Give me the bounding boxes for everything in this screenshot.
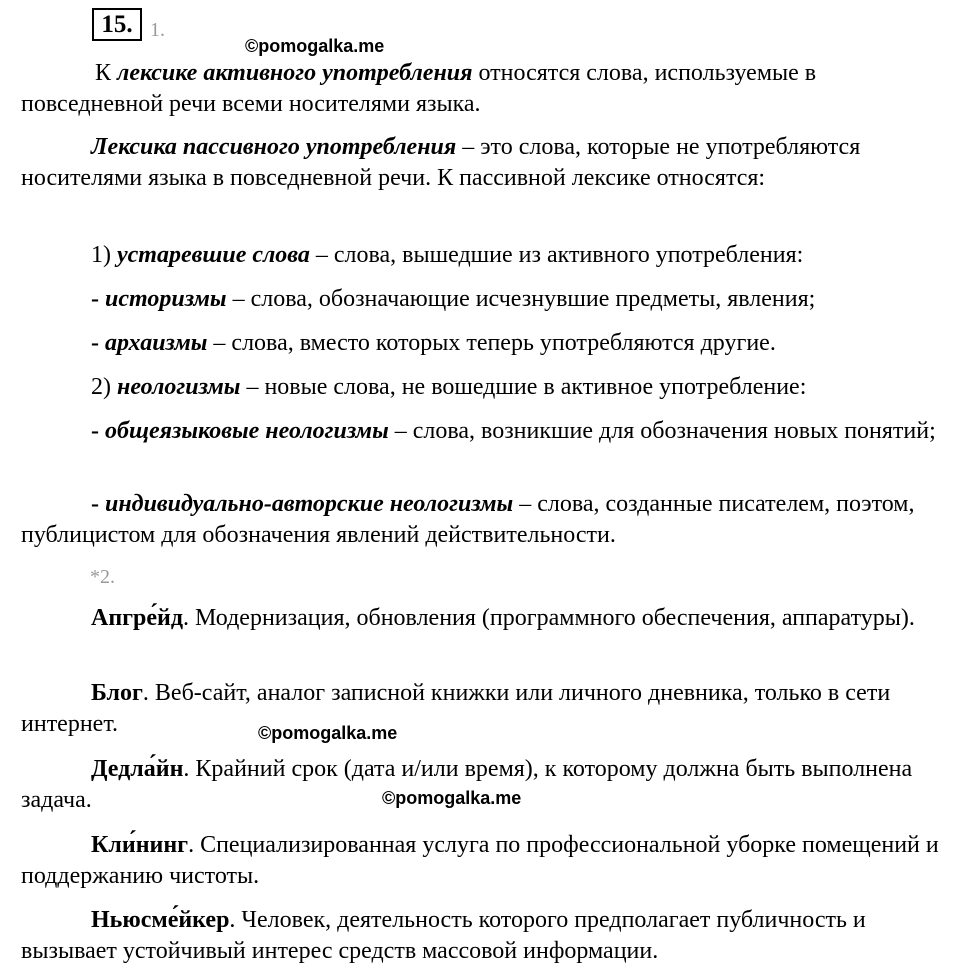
dictionary-entry: Блог. Веб-сайт, аналог записной книжки или личного дневника, только в сети интернет. xyxy=(21,680,891,737)
watermark: ©pomogalka.me xyxy=(258,723,398,743)
entry-word: Блог xyxy=(91,680,143,706)
term-neologisms: неологизмы xyxy=(117,374,241,400)
list-item-archaisms: - архаизмы – слова, вместо которых теперь употребляются другие. xyxy=(91,330,776,356)
entry-word: Апгре́йд xyxy=(91,605,184,631)
term-common-neologisms: общеязыковые неологизмы xyxy=(105,418,389,444)
dictionary-entry: Ньюсме́йкер. Человек, деятельность которого предполагает публичность и вызывает устойчивый интерес средств массовой информации. xyxy=(21,907,866,964)
watermark: ©pomogalka.me xyxy=(245,36,385,56)
term-active-lexicon: лексике активного употребления xyxy=(117,60,473,86)
list-item-historisms: - историзмы – слова, обозначающие исчезнувшие предметы, явления; xyxy=(91,286,816,312)
term-obsolete-words: устаревшие слова xyxy=(117,242,310,268)
dictionary-entry: Кли́нинг. Специализированная услуга по профессиональной уборке помещений и поддержанию чистоты. xyxy=(21,832,939,889)
term-author-neologisms: индивидуально-авторские неологизмы xyxy=(105,491,514,517)
exercise-number-box: 15. xyxy=(92,8,142,41)
task-1-marker: 1. xyxy=(150,19,165,41)
paragraph-passive-lexicon: Лексика пассивного употребления – это слова, которые не употребляются носителями языка в повседневной речи. К пассивной лексике относятся: xyxy=(21,134,861,191)
entry-word: Кли́нинг xyxy=(91,832,189,858)
list-item-obsolete-words: 1) устаревшие слова – слова, вышедшие из активного употребления: xyxy=(91,242,804,268)
term-archaisms: архаизмы xyxy=(105,330,208,356)
watermark: ©pomogalka.me xyxy=(382,788,522,808)
task-2-marker: *2. xyxy=(90,566,115,588)
term-historisms: историзмы xyxy=(105,286,227,312)
dictionary-entry: Дедла́йн. Крайний срок (дата и/или время), к которому должна быть выполнена задача. xyxy=(21,756,913,813)
term-passive-lexicon: Лексика пассивного употребления xyxy=(91,134,457,160)
entry-word: Ньюсме́йкер xyxy=(91,907,230,933)
dictionary-entry: Апгре́йд. Модернизация, обновления (программного обеспечения, аппаратуры). xyxy=(91,605,915,631)
paragraph-active-lexicon: К лексике активного употребления относятся слова, используемые в повседневной речи всеми носителями языка. xyxy=(21,60,817,117)
list-item-author-neologisms: - индивидуально-авторские неологизмы – слова, созданные писателем, поэтом, публицистом для обозначения явлений действительности. xyxy=(21,491,915,548)
list-item-neologisms: 2) неологизмы – новые слова, не вошедшие в активное употребление: xyxy=(91,374,807,400)
entry-word: Дедла́йн xyxy=(91,756,184,782)
list-item-common-neologisms: - общеязыковые неологизмы – слова, возникшие для обозначения новых понятий; xyxy=(91,418,936,444)
